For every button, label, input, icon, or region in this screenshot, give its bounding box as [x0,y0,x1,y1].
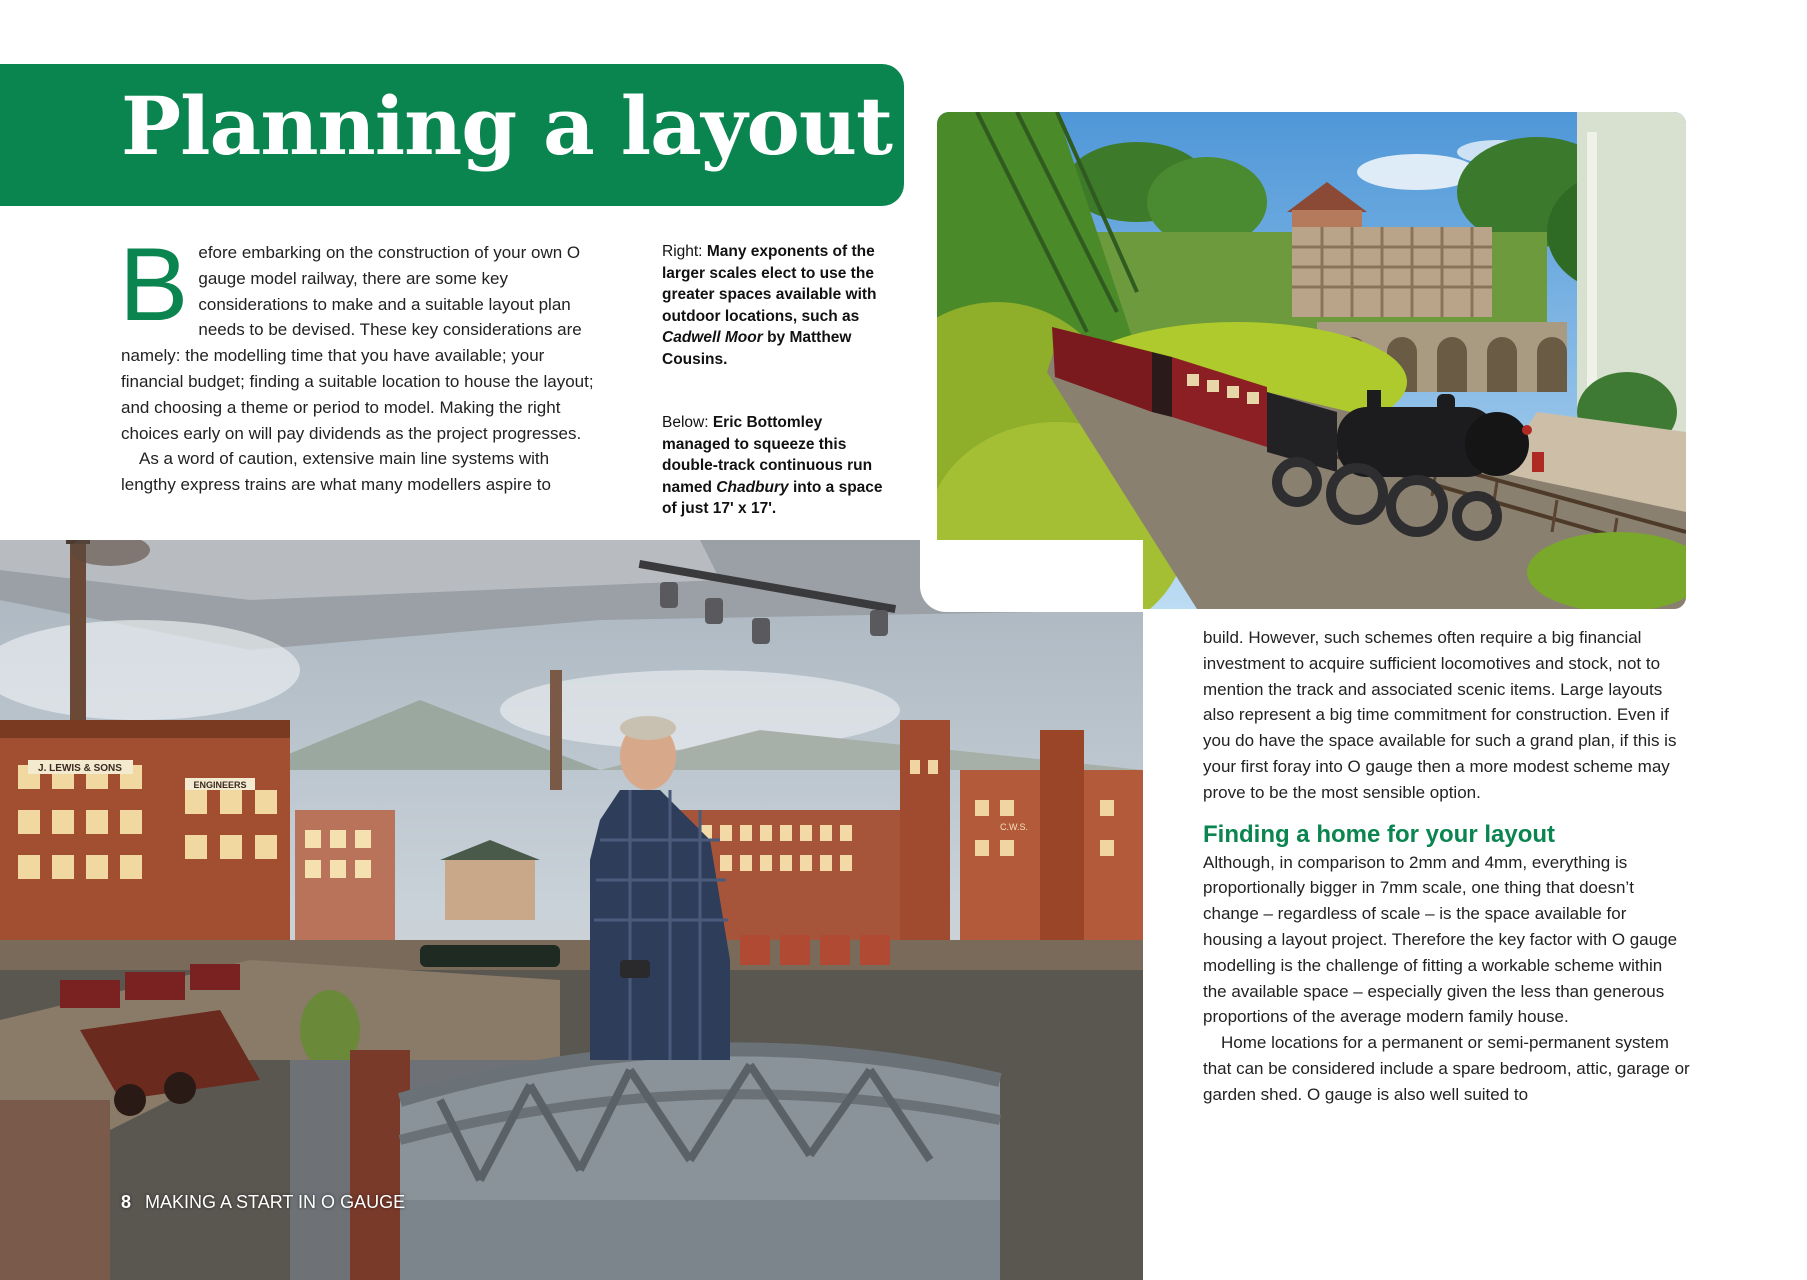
intro-paragraph-1 [119,227,596,446]
garden-railway-illustration [937,112,1686,609]
engineers-sign: ENGINEERS [193,780,247,790]
section-subheading: Finding a home for your layout [1203,820,1556,848]
intro-column [119,227,596,498]
intro-paragraph-1-text: efore embarking on the construction of your own O gauge model railway, there are some key considerations to make and a suitable layout plan needs to be devised. These key considerations are namely: the modelling time that you have available; your financial budget; finding a suitable location to house the layout; and choosing a theme or period to model. Making the right choices early on will pay dividends as the project progresses. [121,243,594,443]
drop-cap: B [119,227,189,343]
caption-right-text-1: Many exponents of the larger scales elect to use the greater spaces available with outdoor locations, such as [662,243,877,325]
page-number: 8 [121,1192,132,1212]
section-name: MAKING A START IN O GAUGE [145,1192,406,1212]
indoor-layout-illustration [0,540,1143,1280]
indoor-layout-photo [0,540,1143,1280]
caption-below-text-1: Eric Bottomley managed to squeeze this double-track continuous run named [662,414,873,496]
continued-column [1203,625,1690,1108]
title-banner [0,64,904,206]
factory-sign: J. LEWIS & SONS [38,763,122,774]
cws-sign: C.W.S. [1000,822,1029,832]
page-title: Planning a layout [121,79,892,173]
caption-right-emphasis: Cadwell Moor [662,329,763,346]
caption-below-text-2: into a space of just 17' x 17'. [662,478,883,517]
page-notch [920,540,1143,612]
continued-paragraph-3: Home locations for a permanent or semi-permanent system that can be considered include a spare bedroom, attic, garage or garden shed. O gauge is also well suited to [1203,1033,1690,1104]
continued-paragraph-1: build. However, such schemes often require a big financial investment to acquire sufficient locomotives and stock, not to mention the track and associated scenic items. Large layouts also represent a big time commitment for construction. Even if you do have the space available for such a grand plan, if this is your first foray into O gauge then a more modest scheme may prove to be the most sensible option. [1203,628,1677,802]
page-folio [121,1192,405,1213]
caption-right-text-2: by Matthew Cousins. [662,329,852,368]
garden-railway-photo [931,106,1692,615]
caption-below [662,412,884,520]
continued-paragraph-2: Although, in comparison to 2mm and 4mm, everything is proportionally bigger in 7mm scale, one thing that doesn’t change – regardless of scale – is the space available for housing a layout project. Therefore the key factor with O gauge modelling is the challenge of fitting a workable scheme within the available space – especially given the less than generous proportions of the average modern family house. [1203,852,1678,1027]
intro-paragraph-2: As a word of caution, extensive main line systems with lengthy express trains are what many modellers aspire to [121,449,551,495]
caption-right [662,241,884,370]
caption-below-emphasis: Chadbury [716,478,789,496]
caption-below-lead: Below: [662,414,709,431]
caption-right-lead: Right: [662,243,703,260]
